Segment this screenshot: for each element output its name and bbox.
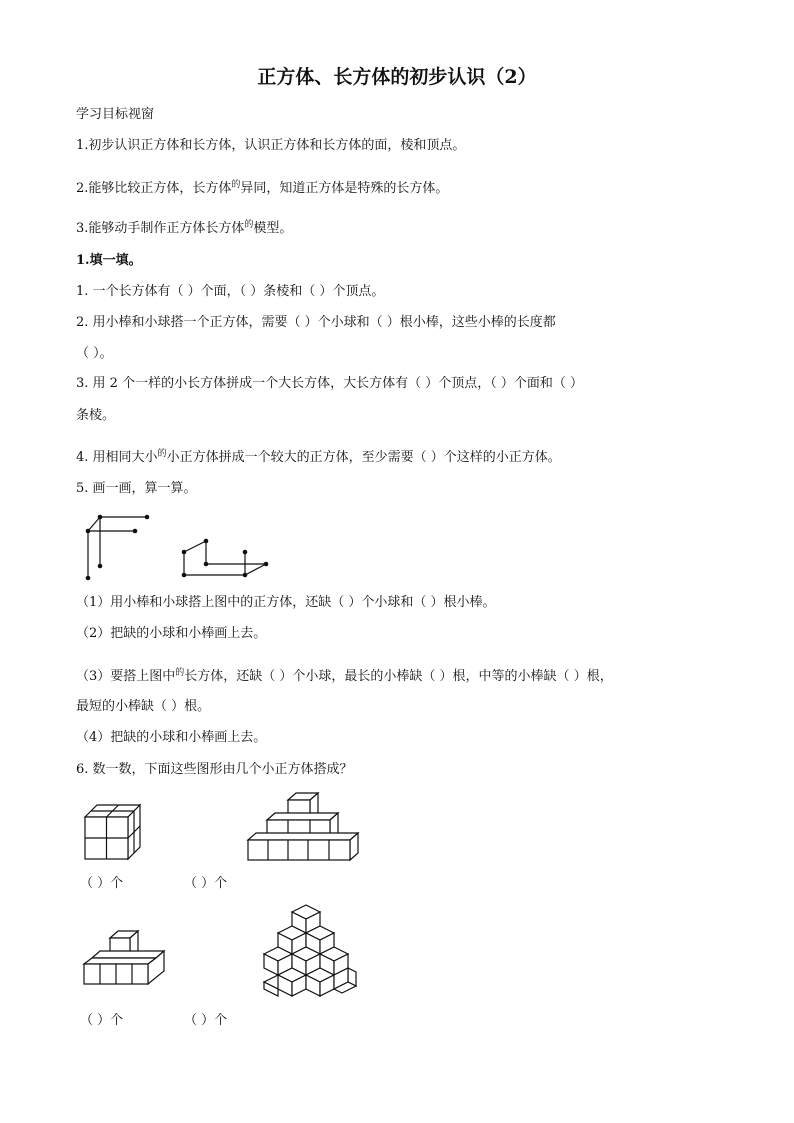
answer-4: （ ）个 [184,1013,228,1028]
question-6: 6. 数一数，下面这些图形由几个小正方体搭成？ [76,762,353,777]
cube-stack-figure-1 [80,800,160,862]
question-5: 5. 画一画，算一算。 [76,481,197,496]
question-5-3-line-2: 最短的小棒缺（ ）根。 [76,699,211,714]
question-4: 4. 用相同大小$^的$小正方体拼成一个较大的正方体，至少需要（ ）个这样的小正方体。 [76,449,561,465]
cube-stack-figure-3 [80,928,170,986]
question-5-2: （2）把缺的小球和小棒画上去。 [76,626,267,641]
partial-cube-figure [80,512,160,584]
cube-stack-figure-4 [256,900,366,1000]
answer-1: （ ）个 [80,876,124,891]
question-2-line-1: 2. 用小棒和小球搭一个正方体，需要（ ）个小球和（ ）根小棒，这些小棒的长度都 [76,315,556,330]
objective-2: 2.能够比较正方体，长方体$^的$异同，知道正方体是特殊的长方体。 [76,180,449,196]
question-2-line-2: （ ）。 [76,346,113,361]
question-3-line-1: 3. 用 2 个一样的小长方体拼成一个大长方体，大长方体有（ ）个顶点，（ ）个面和（ ） [76,376,583,391]
question-5-3-line-1: （3）要搭上图中$^的$长方体，还缺（ ）个小球，最长的小棒缺（ ）根，中等的小棒缺（ ）根， [76,668,613,684]
objectives-heading: 学习目标视窗 [76,107,155,122]
section-heading: 1.填一填。 [76,253,142,268]
question-1: 1. 一个长方体有（ ）个面，（ ）条棱和（ ）个顶点。 [76,284,385,299]
answer-3: （ ）个 [80,1013,124,1028]
question-5-1: （1）用小棒和小球搭上图中的正方体，还缺（ ）个小球和（ ）根小棒。 [76,595,496,610]
objective-3: 3.能够动手制作正方体长方体$^的$模型。 [76,220,293,236]
page-title: 正方体、长方体的初步认识（2） [257,66,537,88]
partial-cuboid-figure [178,536,278,584]
answer-2: （ ）个 [184,876,228,891]
question-5-4: （4）把缺的小球和小棒画上去。 [76,730,267,745]
question-3-line-2: 条棱。 [76,408,116,423]
objective-1: 1.初步认识正方体和长方体，认识正方体和长方体的面，棱和顶点。 [76,138,466,153]
cube-stack-figure-2 [246,790,366,862]
